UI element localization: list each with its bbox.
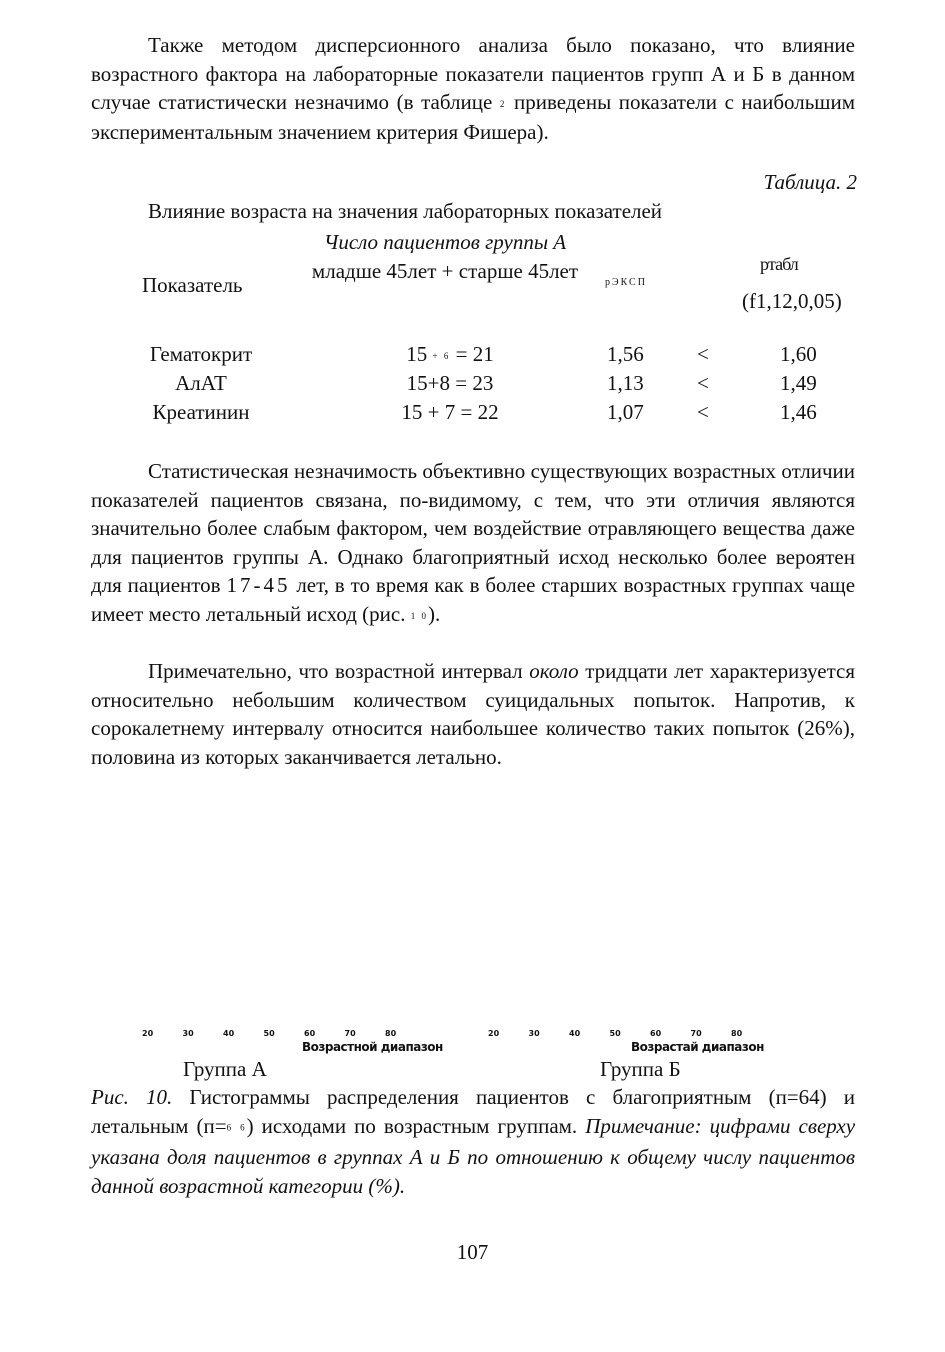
x-tick-label: 60 xyxy=(650,1029,662,1038)
row-name: Гематокрит xyxy=(149,342,253,366)
row-name: Креатинин xyxy=(152,400,250,424)
row-p-tab: 1,46 xyxy=(780,400,817,424)
paragraph-significance-end: ). xyxy=(427,601,441,626)
table-label: Таблица. 2 xyxy=(763,170,857,194)
x-axis-label: Возрастай диапазон xyxy=(631,1040,764,1054)
x-tick-label: 20 xyxy=(488,1029,500,1038)
row-p-exp: 1,13 xyxy=(607,371,644,395)
x-axis-label: Возрастной диапазон xyxy=(302,1040,443,1054)
row-p-exp: 1,56 xyxy=(607,342,644,366)
x-tick-label: 40 xyxy=(223,1029,235,1038)
figure-caption-note: Примечание: цифрами сверху указана доля пациентов в группах А и Б по отношению к общему числу пациентов данной возрастной категории (%). xyxy=(91,1114,856,1198)
row-value: 15 + 6 = 21 xyxy=(406,342,494,366)
row-sign: < xyxy=(697,400,709,424)
chart-group-b-label: Группа Б xyxy=(600,1057,681,1081)
figure-caption-text: Гистограммы распределения пациентов с благоприятным (п=64) и летальным (п= xyxy=(91,1085,856,1138)
paragraph-suicide xyxy=(91,657,855,771)
table-header-group-title: Число пациентов группы А xyxy=(323,230,567,254)
row-p-exp: 1,07 xyxy=(607,400,644,424)
age-range: 17-45 xyxy=(226,573,291,597)
row-value: 15 + 7 = 22 xyxy=(401,400,499,424)
row-p-tab: 1,49 xyxy=(780,371,817,395)
x-tick-label: 30 xyxy=(528,1029,540,1038)
x-tick-label: 50 xyxy=(263,1029,275,1038)
table-title: Влияние возраста на значения лабораторных показателей xyxy=(148,199,663,223)
figure-caption-text-2: ) исходами по возрастным группам. xyxy=(246,1114,578,1138)
row-sign: < xyxy=(697,342,709,366)
figure-reference: 1 0 xyxy=(410,610,428,621)
table-reference: 2 xyxy=(499,98,507,109)
paragraph-significance-text-2: лет, в то время как в более старших возрастных группах чаще имеет место летальный исход (рис. xyxy=(91,573,856,626)
page-number: 107 xyxy=(456,1240,489,1264)
row-name: АлАТ xyxy=(175,371,227,395)
figure-caption-n: 6 6 xyxy=(226,1122,247,1133)
paragraph-intro xyxy=(91,31,855,147)
row-p-tab: 1,60 xyxy=(780,342,817,366)
paragraph-suicide-text-2: тридцати лет характеризуется относительно небольшим количеством суицидальных попыток. Напротив, к сорокалетнему интервалу относится наибольшее количество таких попыток (26%), половина из которых заканчивается летально. xyxy=(91,659,856,769)
x-tick-label: 60 xyxy=(304,1029,316,1038)
x-tick-label: 70 xyxy=(344,1029,356,1038)
figure-caption-label: Рис. 10. xyxy=(91,1085,173,1109)
paragraph-suicide-italic: около xyxy=(529,659,579,683)
row-value: 15+8 = 23 xyxy=(406,371,494,395)
table-header-f: (f1,12,0,05) xyxy=(742,289,842,313)
x-tick-label: 80 xyxy=(385,1029,397,1038)
x-tick-label: 80 xyxy=(731,1029,743,1038)
paragraph-intro-end: приведены показатели с наибольшим экспериментальным значением критерия Фишера). xyxy=(91,90,856,145)
row-sign: < xyxy=(697,371,709,395)
paragraph-suicide-text: Примечательно, что возрастной интервал xyxy=(148,659,523,683)
x-tick-label: 30 xyxy=(182,1029,194,1038)
table-row xyxy=(0,371,945,400)
table-header-indicator: Показатель xyxy=(142,273,243,297)
table-header-p-exp: рЭКСП xyxy=(605,277,647,288)
table-row xyxy=(0,400,945,429)
x-tick-label: 20 xyxy=(142,1029,154,1038)
chart-group-a-label: Группа А xyxy=(183,1057,267,1081)
table-header-group xyxy=(310,228,580,285)
x-tick-label: 50 xyxy=(609,1029,621,1038)
table-header-group-subtitle: младше 45лет + старше 45лет xyxy=(311,258,579,283)
paragraph-intro-text: Также методом дисперсионного анализа было показано, что влияние возрастного фактора на лабораторные показатели пациентов групп А и Б в данном случае статистически незначимо (в таблице xyxy=(91,33,855,114)
table-row xyxy=(0,342,945,371)
x-tick-label: 70 xyxy=(690,1029,702,1038)
x-tick-label: 40 xyxy=(569,1029,581,1038)
paragraph-significance-text: Статистическая незначимость объективно существующих возрастных отличии показателей пациентов связана, по-видимому, с тем, что эти отличия являются значительно более слабым фактором, чем воздействие отравляющего вещества даже для пациентов группы А. Однако благоприятный исход несколько более вероятен для пациентов xyxy=(91,459,855,597)
figure-caption xyxy=(91,1083,855,1201)
table-header-p-tab: pтабл xyxy=(760,254,798,274)
paragraph-significance xyxy=(91,457,855,630)
